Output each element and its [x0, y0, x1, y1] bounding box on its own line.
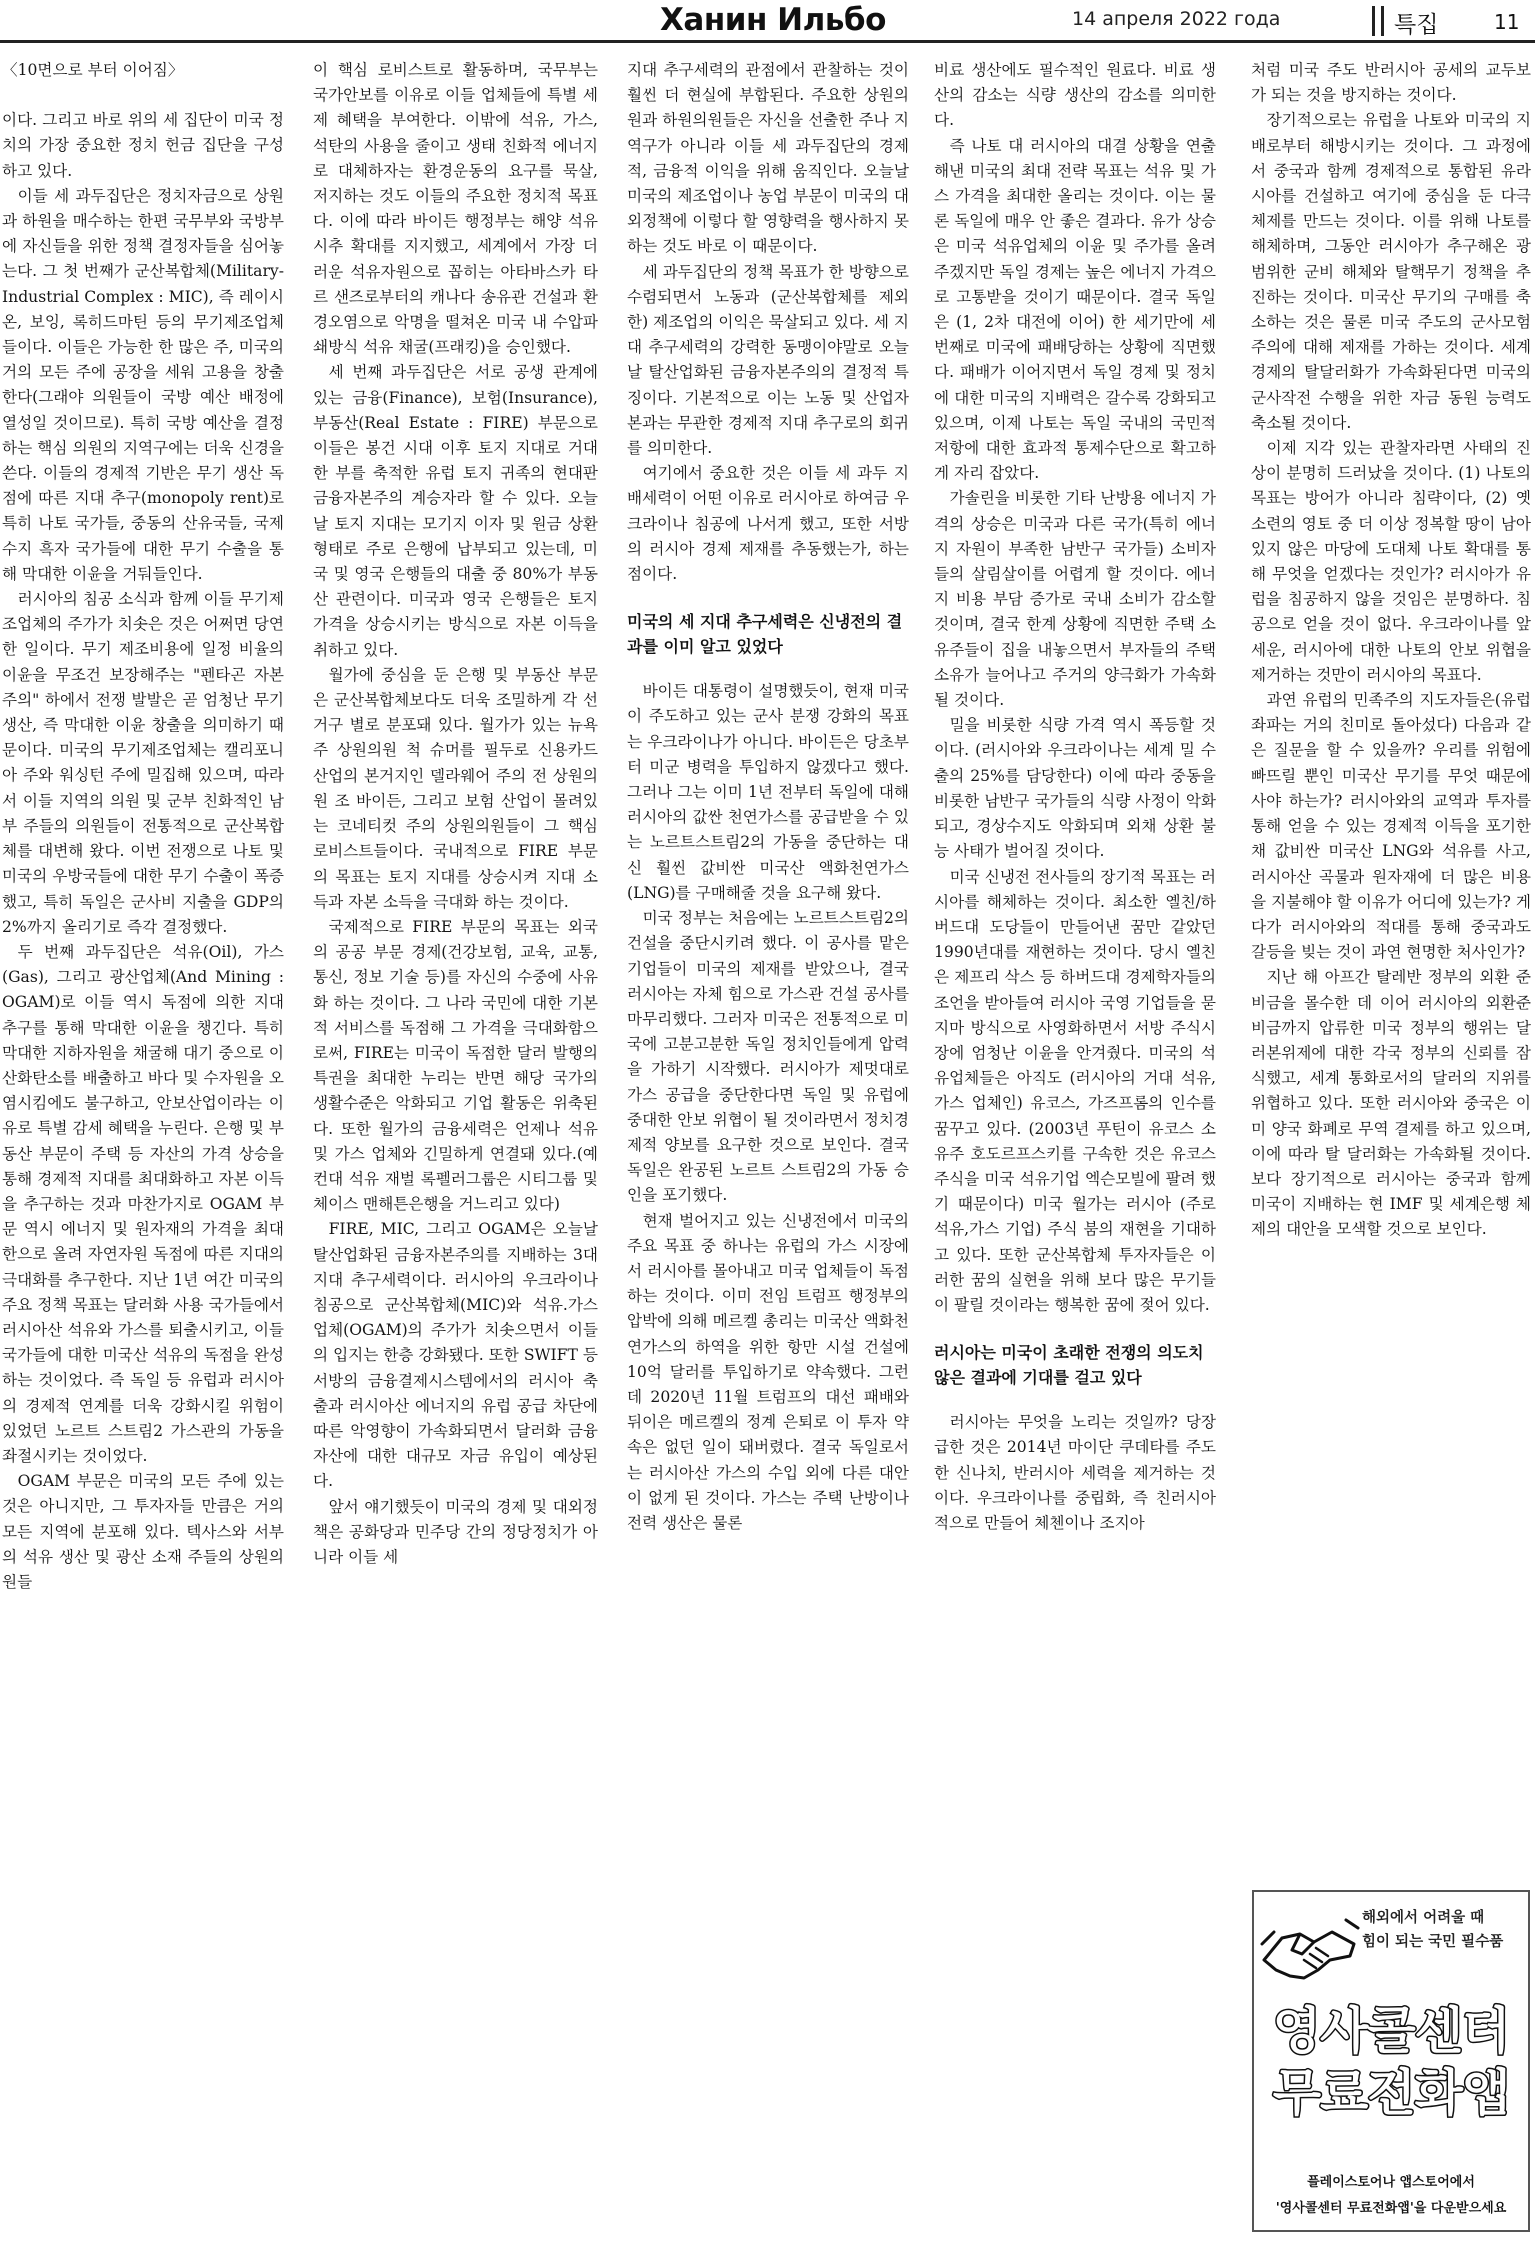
ad-tagline-line: 해외에서 어려울 때 [1362, 1910, 1485, 1926]
article-column-4 [934, 58, 1216, 2236]
article-paragraph: 현재 벌어지고 있는 신냉전에서 미국의 주요 목표 중 하나는 유럽의 가스 시장에서 러시아를 몰아내고 미국 업체들이 독점하는 것이다. 이미 전임 트럼프 행정부의 압박에 의해 메르켈 총리는 미국산 액화천연가스의 하역을 위한 항만 시설 건설에 10억 달러를 투입하기로 약속했다. 그런데 2020년 11월 트럼프의 대선 패배와 뒤이은 메르켈의 정계 은퇴로 이 투자 약속은 없던 일이 돼버렸다. 결국 독일로서는 러시아산 가스의 수입 외에 다른 대안이 없게 된 것이다. 가스는 주택 난방이나 전력 생산은 물론 [627, 1211, 909, 1532]
article-paragraph: 두 번째 과두집단은 석유(Oil), 가스(Gas), 그리고 광산업체(And Mining : OGAM)로 이들 역시 독점에 의한 지대 추구를 통해 막대한 이윤을 챙긴다. 특히 막대한 지하자원을 채굴해 대기 중으로 이산화탄소를 배출하고 바다 및 수자원을 오염시킴에도 불구하고, 안보산업이라는 이유로 특별 감세 혜택을 누린다. 은행 및 부동산 부문이 주택 등 자산의 가격 상승을 통해 경제적 지대를 최대화하고 자본 이득을 추구하는 것과 마찬가지로 OGAM 부문 역시 에너지 및 원자재의 가격을 최대한으로 올려 자연자원 독점에 따른 지대의 극대화를 추구한다. 지난 1년 여간 미국의 주요 정책 목표는 달러화 사용 국가들에서 러시아산 석유와 가스를 퇴출시키고, 이들 국가들에 대한 미국산 석유의 독점을 완성하는 것이었다. 즉 독일 등 유럽과 러시아의 경제적 연계를 더욱 강화시킬 위험이 있었던 노르트 스트림2 가스관의 가동을 좌절시키는 것이었다. [2, 942, 284, 1465]
article-paragraph: 세 번째 과두집단은 서로 공생 관계에 있는 금융(Finance), 보험(Insurance), 부동산(Real Estate : FIRE) 부문으로 이들은 봉건 시대 이후 토지 지대로 거대한 부를 축적한 유럽 토지 귀족의 현대판 금융자본주의 계승자라 할 수 있다. 오늘날 토지 지대는 모기지 이자 및 원금 상환 형태로 주로 은행에 납부되고 있는데, 미국 및 영국 은행들의 대출 중 80%가 부동산 관련이다. 미국과 영국 은행들은 토지 가격을 상승시키는 방식으로 자본 이득을 취하고 있다. [313, 363, 598, 659]
article-paragraph: 장기적으로는 유럽을 나토와 미국의 지배로부터 해방시키는 것이다. 그 과정에서 중국과 함께 경제적으로 통합된 유라시아를 건설하고 여기에 중심을 둔 다극 체제를 만드는 것이다. 이를 위해 나토를 해체하며, 그동안 러시아가 추구해온 광범위한 군비 해체와 탈핵무기 정책을 추진하는 것이다. 미국산 무기의 구매를 축소하는 것은 물론 미국 주도의 군사모험주의에 대해 제재를 가하는 것이다. 세계 경제의 탈달러화가 가속화된다면 미국의 군사작전 수행을 위한 자금 동원 능력도 축소될 것이다. [1251, 111, 1531, 432]
article-paragraph: 바이든 대통령이 설명했듯이, 현재 미국이 주도하고 있는 군사 분쟁 강화의 목표는 우크라이나가 아니다. 바이든은 당초부터 미군 병력을 투입하지 않겠다고 했다. 그러나 그는 이미 1년 전부터 독일에 대해 러시아의 값싼 천연가스를 공급받을 수 있는 노르트스트림2의 가동을 중단하는 대신 훨씬 값비싼 미국산 액화천연가스(LNG)를 구매해줄 것을 요구해 왔다. [627, 682, 909, 902]
article-paragraph: 밀을 비롯한 식량 가격 역시 폭등할 것이다. (러시아와 우크라이나는 세계 밀 수출의 25%를 담당한다) 이에 따라 중동을 비롯한 남반구 국가들의 식량 사정이 악화되고, 경상수지도 악화되며 외채 상환 불능 사태가 벌어질 것이다. [934, 716, 1216, 861]
article-paragraph: 즉 나토 대 러시아의 대결 상황을 연출해낸 미국의 최대 전략 목표는 석유 및 가스 가격을 최대한 올리는 것이다. 이는 물론 독일에 매우 안 좋은 결과다. 유가 상승은 미국 석유업체의 이윤 및 주가를 올려주겠지만 독일 경제는 높은 에너지 가격으로 고통받을 것이기 때문이다. 결국 독일은 (1, 2차 대전에 이어) 한 세기만에 세 번째로 미국에 패배당하는 상황에 직면했다. 패배가 이어지면서 독일 경제 및 정치에 대한 미국의 지배력은 갈수록 강화되고 있으며, 이제 나토는 독일 국내의 국민적 저항에 대한 효과적 통제수단으로 확고하게 자리 잡았다. [934, 136, 1216, 483]
article-paragraph: 월가에 중심을 둔 은행 및 부동산 부문은 군산복합체보다도 더욱 조밀하게 각 선거구 별로 분포돼 있다. 월가가 있는 뉴욕 주 상원의원 척 슈머를 필두로 신용카드 산업의 본거지인 델라웨어 주의 전 상원의원 조 바이든, 그리고 보험 산업이 몰려있는 코네티컷 주의 상원의원들이 그 핵심 로비스트들이다. 국내적으로 FIRE 부문의 목표는 토지 지대를 상승시켜 지대 소득과 자본 소득을 극대화 하는 것이다. [313, 665, 598, 911]
article-paragraph: 이다. 그리고 바로 위의 세 집단이 미국 정치의 가장 중요한 정치 헌금 집단을 구성하고 있다. [2, 111, 284, 180]
article-paragraph: FIRE, MIC, 그리고 OGAM은 오늘날 탈산업화된 금융자본주의를 지배하는 3대 지대 추구세력이다. 러시아의 우크라이나 침공으로 군산복합체(MIC)와 석유.가스 업체(OGAM)의 주가가 치솟으면서 이들의 입지는 한층 강화됐다. 또한 SWIFT 등 서방의 금융결제시스템에서의 러시아 축출과 러시아산 에너지의 유럽 공급 차단에 따른 악영향이 가속화되면서 달러화 금융자산에 대한 대규모 자금 유입이 예상된다. [313, 1220, 598, 1491]
article-paragraph: 이제 지각 있는 관찰자라면 사태의 진상이 분명히 드러났을 것이다. (1) 나토의 목표는 방어가 아니라 침략이다, (2) 옛 소련의 영토 중 더 이상 정복할 땅이 남아 있지 않은 마당에 도대체 나토 확대를 통해 무엇을 얻겠다는 것인가? 러시아가 유럽을 침공하지 않을 것임은 분명하다. 침공으로 얻을 것이 없다. 우크라이나를 앞세운, 러시아에 대한 나토의 안보 위협을 제거하는 것만이 러시아의 목표다. [1251, 439, 1531, 684]
article-paragraph: 러시아는 무엇을 노리는 것일까? 당장 급한 것은 2014년 마이단 쿠데타를 주도한 신나치, 반러시아 세력을 제거하는 것이다. 우크라이나를 중립화, 즉 친러시아적으로 만들어 체첸이나 조지아 [934, 1413, 1216, 1532]
header-divider [0, 40, 1535, 43]
article-paragraph: 과연 유럽의 민족주의 지도자들은(유럽 좌파는 거의 친미로 돌아섰다) 다음과 같은 질문을 할 수 있을까? 우리를 위험에 빠뜨릴 뿐인 미국산 무기를 무엇 때문에 사야 하는가? 러시아와의 교역과 투자를 통해 얻을 수 있는 경제적 이득을 포기한 채 값비싼 미국산 LNG와 석유를 사고, 러시아산 곡물과 원자재에 더 많은 비용을 지불해야 할 이유가 어디에 있는가? 게다가 러시아와의 적대를 통해 중국과도 갈등을 빚는 것이 과연 현명한 처사인가? [1251, 691, 1531, 962]
article-paragraph: 세 과두집단의 정책 목표가 한 방향으로 수렴되면서 노동과 (군산복합체를 제외한) 제조업의 이익은 묵살되고 있다. 세 지대 추구세력의 강력한 동맹이야말로 오늘날 탈산업화된 금융자본주의의 결정적 특징이다. 기본적으로 이는 노동 및 산업자본과는 무관한 경제적 지대 추구로의 회귀를 의미한다. [627, 262, 909, 458]
article-paragraph: 지대 추구세력의 관점에서 관찰하는 것이 훨씬 더 현실에 부합된다. 주요한 상원의원과 하원의원들은 자신을 선출한 주나 지역구가 아니라 이들 세 과두집단의 경제적, 금융적 이익을 위해 움직인다. 오늘날 미국의 제조업이나 농업 부문이 미국의 대외정책에 이렇다 할 영향력을 행사하지 못하는 것도 바로 이 때문이다. [627, 61, 909, 256]
article-paragraph: 여기에서 중요한 것은 이들 세 과두 지배세력이 어떤 이유로 러시아로 하여금 우크라이나 침공에 나서게 했고, 또한 서방의 러시아 경제 제재를 추동했는가, 하는 점이다. [627, 464, 909, 584]
newspaper-masthead: Ханин Ильбо [660, 2, 886, 38]
ad-title-line: 무료전화앱 [1272, 2064, 1510, 2122]
article-paragraph: OGAM 부문은 미국의 모든 주에 있는 것은 아니지만, 그 투자자들 만큼은 거의 모든 지역에 분포해 있다. 텍사스와 서부의 석유 생산 및 광산 소재 주들의 상원의원들 [2, 1472, 284, 1591]
section-subheading: 미국의 세 지대 추구세력은 신냉전의 결과를 이미 알고 있었다 [627, 612, 903, 657]
article-paragraph: 비료 생산에도 필수적인 원료다. 비료 생산의 감소는 식량 생산의 감소를 의미한다. [934, 61, 1216, 130]
ad-title-line: 영사콜센터 [1272, 2002, 1510, 2060]
ad-footer-line: '영사콜센터 무료전화앱'을 다운받으세요 [1275, 2201, 1507, 2216]
consular-callcenter-ad [1252, 1890, 1530, 2232]
article-paragraph: 처럼 미국 주도 반러시아 공세의 교두보가 되는 것을 방지하는 것이다. [1251, 61, 1531, 105]
ad-footer-line: 플레이스토어나 앱스토어에서 [1307, 2175, 1475, 2190]
article-paragraph: 이들 세 과두집단은 정치자금으로 상원과 하원을 매수하는 한편 국무부와 국방부에 자신들을 위한 정책 결정자들을 심어놓는다. 그 첫 번째가 군산복합체(Military-Industrial Complex : MIC), 즉 레이시온, 보잉, 록히드마틴 등의 무기제조업체들이다. 이들은 가능한 한 많은 주, 미국의 거의 모든 주에 공장을 세워 고용을 창출한다(그래야 의원들이 국방 예산 배정에 열성일 것이므로). 특히 국방 예산을 결정하는 핵심 의원의 지역구에는 더욱 신경을 쓴다. 이들의 경제적 기반은 무기 생산 독점에 따른 지대 추구(monopoly rent)로 특히 나토 국가들, 중동의 산유국들, 국제수지 흑자 국가들에 대한 무기 수출을 통해 막대한 이윤을 거둬들인다. [2, 186, 284, 583]
ad-title [1262, 2000, 1520, 2124]
article-column-2 [313, 58, 598, 2236]
article-column-3 [627, 58, 909, 2236]
article-paragraph: 앞서 얘기했듯이 미국의 경제 및 대외정책은 공화당과 민주당 간의 정당정치가 아니라 이들 세 [313, 1497, 598, 1566]
page-header [0, 0, 1535, 42]
article-paragraph: 가솔린을 비롯한 기타 난방용 에너지 가격의 상승은 미국과 다른 국가(특히 에너지 자원이 부족한 남반구 국가들) 소비자들의 살림살이를 어렵게 할 것이다. 에너지 비용 부담 증가로 국내 소비가 감소할 것이며, 결국 한계 상황에 직면한 주택 소유주들이 집을 내놓으면서 부자들의 주택 소유가 늘어나고 주거의 양극화가 가속화될 것이다. [934, 489, 1216, 710]
publication-date: 14 апреля 2022 года [1072, 8, 1281, 30]
ad-tagline [1362, 1906, 1522, 1954]
section-marker-icon [1372, 6, 1384, 36]
section-subheading: 러시아는 미국이 초래한 전쟁의 의도치 않은 결과에 기대를 걸고 있다 [934, 1343, 1204, 1388]
article-paragraph: 이 핵심 로비스트로 활동하며, 국무부는 국가안보를 이유로 이들 업체들에 특별 세제 혜택을 부여한다. 이밖에 석유, 가스, 석탄의 사용을 줄이고 생태 친화적 에너지로 대체하자는 환경운동의 요구를 묵살, 저지하는 것도 이들의 주요한 정치적 목표다. 이에 따라 바이든 행정부는 해양 석유 시추 확대를 지지했고, 세계에서 가장 더러운 석유자원으로 꼽히는 아타바스카 타르 샌즈로부터의 캐나다 송유관 건설과 환경오염으로 악명을 떨쳐온 미국 내 수압파쇄방식 석유 채굴(프래킹)을 승인했다. [313, 61, 598, 357]
article-column-1 [2, 58, 284, 2236]
ad-footer [1260, 2170, 1522, 2222]
article-paragraph: 미국 정부는 처음에는 노르트스트림2의 건설을 중단시키려 했다. 이 공사를 맡은 기업들이 미국의 제재를 받았으나, 결국 러시아는 자체 힘으로 가스관 건설 공사를 마무리했다. 그러자 미국은 전통적으로 미국에 고분고분한 독일 정치인들에게 압력을 가하기 시작했다. 러시아가 제멋대로 가스 공급을 중단한다면 독일 및 유럽에 중대한 안보 위협이 될 것이라면서 정치경제적 양보를 요구한 것으로 보인다. 결국 독일은 완공된 노르트 스트림2의 가동 승인을 포기했다. [627, 909, 909, 1205]
article-paragraph: 국제적으로 FIRE 부문의 목표는 외국의 공공 부문 경제(건강보험, 교육, 교통, 통신, 정보 기술 등)를 자신의 수중에 사유화 하는 것이다. 그 나라 국민에 대한 기본적 서비스를 독점해 그 가격을 극대화함으로써, FIRE는 미국이 독점한 달러 발행의 특권을 최대한 누리는 반면 해당 국가의 생활수준은 악화되고 기업 활동은 위축된다. 또한 월가의 금융세력은 언제나 석유 및 가스 업체와 긴밀하게 연결돼 있다.(예컨대 석유 재벌 록펠러그룹은 시티그룹 및 체이스 맨해튼은행을 거느리고 있다) [313, 917, 598, 1214]
handshake-icon [1260, 1898, 1360, 1998]
page-number: 11 [1494, 10, 1520, 34]
article-paragraph: 미국 신냉전 전사들의 장기적 목표는 러시아를 해체하는 것이다. 최소한 옐친/하버드대 도당들이 만들어낸 꿈만 같았던 1990년대를 재현하는 것이다. 당시 옐친은 제프리 삭스 등 하버드대 경제학자들의 조언을 받아들여 러시아 국영 기업들을 묻지마 방식으로 사영화하면서 서방 주식시장에 엄청난 이윤을 안겨줬다. 미국의 석유업체들은 아직도 (러시아의 거대 석유, 가스 업체인) 유코스, 가즈프롬의 인수를 꿈꾸고 있다. (2003년 푸틴이 유코스 소유주 호도르프스키를 구속한 것은 유코스 주식을 미국 석유기업 엑슨모빌에 팔려 했기 때문이다) 미국 월가는 러시아 (주로 석유,가스 기업) 주식 붐의 재현을 기대하고 있다. 또한 군산복합체 투자자들은 이러한 꿈의 실현을 위해 보다 많은 무기들이 팔릴 것이라는 행복한 꿈에 젖어 있다. [934, 867, 1216, 1314]
section-label: 특집 [1394, 12, 1439, 38]
article-paragraph: 지난 해 아프간 탈레반 정부의 외환 준비금을 몰수한 데 이어 러시아의 외환준비금까지 압류한 미국 정부의 행위는 달러본위제에 대한 각국 정부의 신뢰를 잠식했고, 세계 통화로서의 달러의 지위를 위협하고 있다. 또한 러시아와 중국은 이미 양국 화폐로 무역 결제를 하고 있으며, 이에 따라 탈 달러화는 가속화될 것이다. 보다 장기적으로 러시아는 중국과 함께 미국이 지배하는 현 IMF 및 세계은행 체제의 대안을 모색할 것으로 보인다. [1251, 968, 1531, 1239]
article-paragraph: 러시아의 침공 소식과 함께 이들 무기제조업체의 주가가 치솟은 것은 어쩌면 당연한 일이다. 무기 제조비용에 일정 비율의 이윤을 무조건 보장해주는 "펜타곤 자본주의" 하에서 전쟁 발발은 곧 엄청난 무기 생산, 즉 막대한 이윤 창출을 의미하기 때문이다. 미국의 무기제조업체는 캘리포니아 주와 워싱턴 주에 밀집해 있으며, 따라서 이들 지역의 의원 및 군부 친화적인 남부 주들의 의원들이 전통적으로 군산복합체를 대변해 왔다. 이번 전쟁으로 나토 및 미국의 우방국들에 대한 무기 수출이 폭증했고, 특히 독일은 군사비 지출을 GDP의 2%까지 올리기로 즉각 결정했다. [2, 590, 284, 936]
continuation-note: 〈10면으로 부터 이어짐〉 [2, 61, 184, 79]
ad-tagline-line: 힘이 되는 국민 필수품 [1362, 1934, 1504, 1950]
